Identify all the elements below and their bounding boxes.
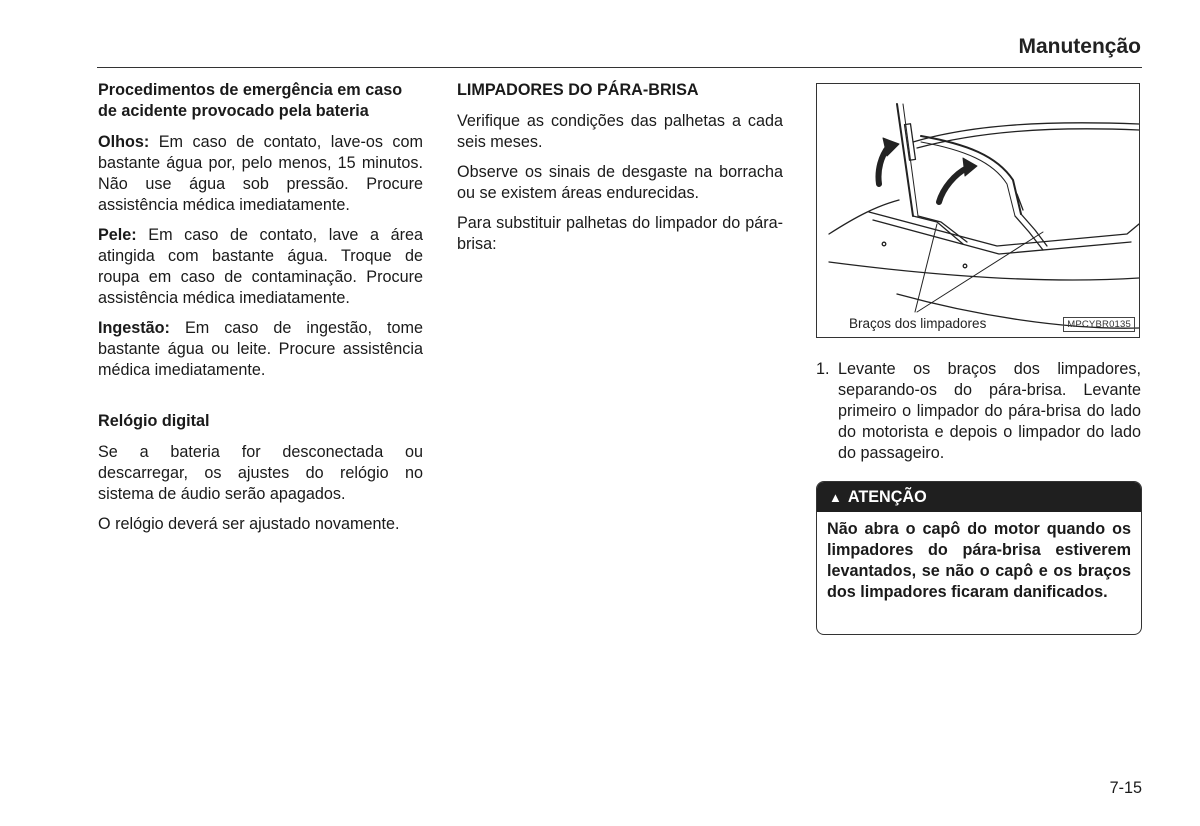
step-number: 1. xyxy=(816,360,830,378)
warning-box xyxy=(816,481,1142,635)
page-number: 7-15 xyxy=(1109,779,1142,797)
paragraph-wipers-3: Para substituir palhetas do limpador do pára-brisa: xyxy=(457,214,783,253)
page-header-title: Manutenção xyxy=(1018,35,1141,58)
heading-digital-clock: Relógio digital xyxy=(98,412,210,430)
heading-emergency: Procedimentos de emergência em caso de acidente provocado pela bateria xyxy=(98,81,403,120)
paragraph-eyes xyxy=(98,132,423,216)
label-eyes: Olhos: xyxy=(98,133,150,151)
figure-caption: Braços dos limpadores xyxy=(849,316,987,331)
step-1 xyxy=(816,359,1141,464)
warning-header xyxy=(817,482,1141,512)
figure-code: MPCYBR0135 xyxy=(1063,317,1135,332)
paragraph-ingestion xyxy=(98,318,423,381)
text-skin: Em caso de contato, lave a área atingida com bastante água. Troque de roupa em caso de contaminação. Procure assistência médica imediatamente. xyxy=(98,226,423,307)
column-left xyxy=(98,80,423,544)
paragraph-wipers-1: Verifique as condições das palhetas a cada seis meses. xyxy=(457,112,783,151)
label-ingestion: Ingestão: xyxy=(98,319,170,337)
text-eyes: Em caso de contato, lave-os com bastante água por, pelo menos, 15 minutos. Não use água sob pressão. Procure assistência médica imediatamente. xyxy=(98,133,423,214)
step-text: Levante os braços dos limpadores, separando-os do pára-brisa. Levante primeiro o limpador do pára-brisa do lado do motorista e depois o limpador do lado do passageiro. xyxy=(838,360,1141,462)
wiper-illustration xyxy=(817,84,1139,337)
paragraph-clock-1: Se a bateria for desconectada ou descarregar, os ajustes do relógio no sistema de áudio serão apagados. xyxy=(98,443,423,503)
text-ingestion: Em caso de ingestão, tome bastante água ou leite. Procure assistência médica imediatamente. xyxy=(98,319,424,379)
warning-triangle-icon: ▲ xyxy=(829,490,842,505)
column-middle xyxy=(457,80,783,264)
paragraph-wipers-2: Observe os sinais de desgaste na borracha ou se existem áreas endurecidas. xyxy=(457,163,783,202)
label-skin: Pele: xyxy=(98,226,137,244)
warning-text: Não abra o capô do motor quando os limpadores do pára-brisa estiverem levantados, se não o capô e os braços dos limpadores ficaram danificados. xyxy=(827,520,1131,601)
paragraph-clock-2: O relógio deverá ser ajustado novamente. xyxy=(98,515,400,533)
header-divider xyxy=(97,67,1142,68)
heading-wipers: LIMPADORES DO PÁRA-BRISA xyxy=(457,81,699,99)
wiper-arms-figure xyxy=(816,83,1140,338)
paragraph-skin xyxy=(98,225,423,309)
warning-title: ATENÇÃO xyxy=(847,488,927,506)
